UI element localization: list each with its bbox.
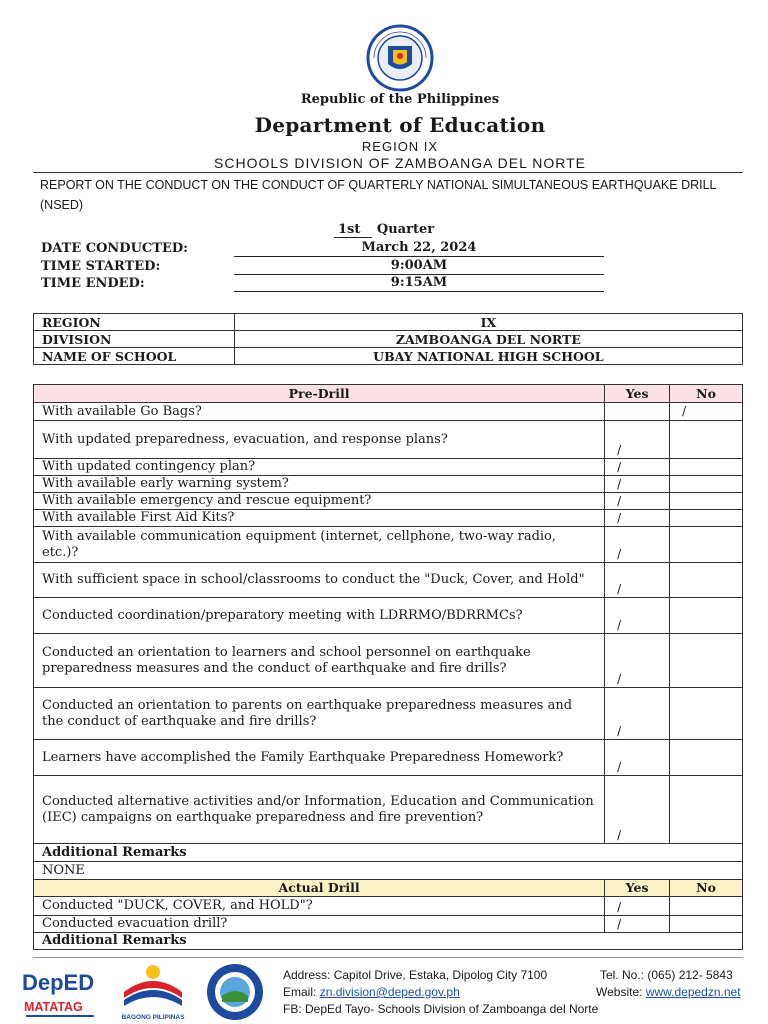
predrill-remarks-value-row [34, 862, 743, 880]
yes-cell [605, 916, 670, 933]
no-cell [670, 740, 743, 776]
checklist-question: Conducted alternative activities and/or Information, Education and Communication (IEC) campaigns on earthquake preparedness and fire prevention? [34, 776, 605, 844]
predrill-header-row [34, 385, 743, 403]
yes-mark: / [617, 900, 622, 914]
division-heading: SCHOOLS DIVISION OF ZAMBOANGA DEL NORTE [214, 155, 586, 171]
quarter-label: Quarter [376, 222, 435, 237]
table-row [34, 476, 743, 493]
tel-label: Tel. No.: [600, 968, 645, 982]
website-label: Website: [596, 985, 643, 999]
table-row [34, 421, 743, 459]
yes-mark: / [617, 494, 622, 508]
table-row [34, 776, 743, 844]
table-row [34, 598, 743, 634]
checklist-question: With available early warning system? [34, 476, 605, 493]
info-value: IX [234, 314, 742, 331]
bagong-pilipinas-logo [116, 958, 190, 1022]
table-row [34, 916, 743, 933]
no-mark: / [682, 404, 687, 418]
info-row-region [34, 314, 743, 331]
checklist-question: Conducted "DUCK, COVER, and HOLD"? [34, 897, 605, 916]
address-label: Address: [283, 968, 331, 982]
no-cell [670, 527, 743, 563]
checklist-question: Conducted evacuation drill? [34, 916, 605, 933]
yes-mark: / [617, 511, 622, 525]
table-row [34, 740, 743, 776]
predrill-remarks-row [34, 844, 743, 862]
info-value: UBAY NATIONAL HIGH SCHOOL [234, 348, 742, 365]
fb-value: DepEd Tayo- Schools Division of Zamboanga del Norte [305, 1002, 599, 1016]
no-mark [670, 735, 682, 736]
no-mark [670, 629, 682, 630]
yes-mark: / [617, 724, 622, 738]
no-cell [670, 493, 743, 510]
no-cell [670, 634, 743, 688]
info-label: NAME OF SCHOOL [34, 348, 235, 365]
yes-cell [605, 776, 670, 844]
no-header: No [670, 385, 743, 403]
yes-mark: / [617, 618, 622, 632]
no-mark [670, 522, 682, 523]
no-cell [670, 510, 743, 527]
info-label: REGION [34, 314, 235, 331]
no-mark [670, 771, 682, 772]
yes-mark: / [617, 477, 622, 491]
checklist-question: Conducted coordination/preparatory meeting with LDRRMO/BDRRMCs? [34, 598, 605, 634]
yes-cell [605, 740, 670, 776]
table-row [34, 459, 743, 476]
region-heading: REGION IX [361, 139, 439, 154]
time-ended-value: 9:15AM [234, 275, 604, 292]
checklist-question: With available Go Bags? [34, 403, 605, 421]
no-cell [670, 776, 743, 844]
checklist-question: With updated contingency plan? [34, 459, 605, 476]
website-link[interactable]: www.depedzn.net [645, 985, 741, 999]
no-mark [670, 488, 682, 489]
date-conducted-label: DATE CONDUCTED: [41, 241, 188, 256]
no-mark [670, 505, 682, 506]
no-cell [670, 459, 743, 476]
yes-cell [605, 403, 670, 421]
email-label: Email: [283, 985, 317, 999]
drill-checklist-table [33, 384, 743, 950]
yes-cell [605, 421, 670, 459]
tel-value: (065) 212- 5843 [647, 968, 733, 982]
no-cell [670, 403, 743, 421]
checklist-question: With available communication equipment (internet, cellphone, two-way radio, etc.)? [34, 527, 605, 563]
no-cell [670, 916, 743, 933]
time-started-value: 9:00AM [234, 258, 604, 275]
yes-mark: / [617, 672, 622, 686]
yes-mark: / [617, 460, 622, 474]
republic-heading: Republic of the Philippines [300, 92, 500, 107]
additional-remarks-value: NONE [34, 862, 743, 880]
facebook-line [283, 1002, 598, 1016]
table-row [34, 493, 743, 510]
no-cell [670, 897, 743, 916]
no-mark [670, 593, 682, 594]
table-row [34, 897, 743, 916]
yes-mark [605, 416, 617, 417]
checklist-question: Conducted an orientation to learners and school personnel on earthquake preparedness measures and the conduct of earthquake and fire drills? [34, 634, 605, 688]
address-value: Capitol Drive, Estaka, Dipolog City 7100 [333, 968, 548, 982]
yes-cell [605, 493, 670, 510]
actual-remarks-row [34, 933, 743, 950]
email-link[interactable]: zn.division@deped.gov.ph [319, 985, 460, 999]
no-cell [670, 476, 743, 493]
yes-mark: / [617, 547, 622, 561]
yes-cell [605, 527, 670, 563]
yes-header: Yes [605, 880, 670, 897]
no-cell [670, 598, 743, 634]
time-started-label: TIME STARTED: [41, 259, 161, 274]
yes-mark: / [617, 760, 622, 774]
bagong-pilipinas-text: BAGONG PILIPINAS [121, 1014, 185, 1021]
info-row-school [34, 348, 743, 365]
no-mark [670, 471, 682, 472]
yes-cell [605, 634, 670, 688]
yes-cell [605, 688, 670, 740]
department-heading: Department of Education [254, 113, 546, 137]
yes-header: Yes [605, 385, 670, 403]
info-label: DIVISION [34, 331, 235, 348]
no-mark [670, 558, 682, 559]
checklist-question: Learners have accomplished the Family Earthquake Preparedness Homework? [34, 740, 605, 776]
yes-cell [605, 459, 670, 476]
table-row [34, 527, 743, 563]
deped-seal-logo [360, 24, 440, 92]
actual-drill-header: Actual Drill [34, 880, 605, 897]
yes-mark: / [617, 917, 622, 931]
checklist-question: With updated preparedness, evacuation, and response plans? [34, 421, 605, 459]
table-row [34, 634, 743, 688]
time-ended-label: TIME ENDED: [41, 276, 145, 291]
info-value: ZAMBOANGA DEL NORTE [234, 331, 742, 348]
yes-cell [605, 598, 670, 634]
additional-remarks-label: Additional Remarks [34, 933, 743, 950]
no-cell [670, 688, 743, 740]
table-row [34, 510, 743, 527]
additional-remarks-label: Additional Remarks [34, 844, 743, 862]
report-title: REPORT ON THE CONDUCT ON THE CONDUCT OF QUARTERLY NATIONAL SIMULTANEOUS EARTHQUAKE DRILL (NSED) [40, 178, 717, 212]
checklist-question: With sufficient space in school/classrooms to conduct the "Duck, Cover, and Hold" [34, 563, 605, 598]
table-row [34, 563, 743, 598]
no-header: No [670, 880, 743, 897]
info-row-division [34, 331, 743, 348]
no-mark [670, 683, 682, 684]
no-cell [670, 421, 743, 459]
fb-label: FB: [283, 1002, 302, 1016]
school-info-table [33, 313, 743, 365]
yes-cell [605, 510, 670, 527]
address-line [283, 968, 547, 982]
deped-matatag-logo [20, 962, 102, 1020]
quarter-value: 1st [334, 222, 372, 238]
telephone-line [600, 968, 733, 982]
matatag-text: MATATAG [24, 1000, 83, 1014]
yes-cell [605, 897, 670, 916]
actual-drill-header-row [34, 880, 743, 897]
no-mark [670, 454, 682, 455]
yes-mark: / [617, 443, 622, 457]
table-row [34, 403, 743, 421]
yes-cell [605, 563, 670, 598]
deped-logo-text: DepED [22, 970, 95, 995]
predrill-header: Pre-Drill [34, 385, 605, 403]
quarter-line [334, 222, 434, 238]
yes-mark: / [617, 828, 622, 842]
website-line [596, 985, 741, 999]
email-line [283, 985, 460, 999]
checklist-question: With available emergency and rescue equipment? [34, 493, 605, 510]
no-cell [670, 563, 743, 598]
yes-cell [605, 476, 670, 493]
no-mark [670, 839, 682, 840]
checklist-question: With available First Aid Kits? [34, 510, 605, 527]
division-seal-logo [200, 962, 270, 1022]
table-row [34, 688, 743, 740]
header-divider [33, 172, 743, 173]
no-mark [670, 928, 682, 929]
date-conducted-value: March 22, 2024 [234, 240, 604, 257]
checklist-question: Conducted an orientation to parents on earthquake preparedness measures and the conduct of earthquake and fire drills? [34, 688, 605, 740]
no-mark [670, 911, 682, 912]
yes-mark: / [617, 582, 622, 596]
